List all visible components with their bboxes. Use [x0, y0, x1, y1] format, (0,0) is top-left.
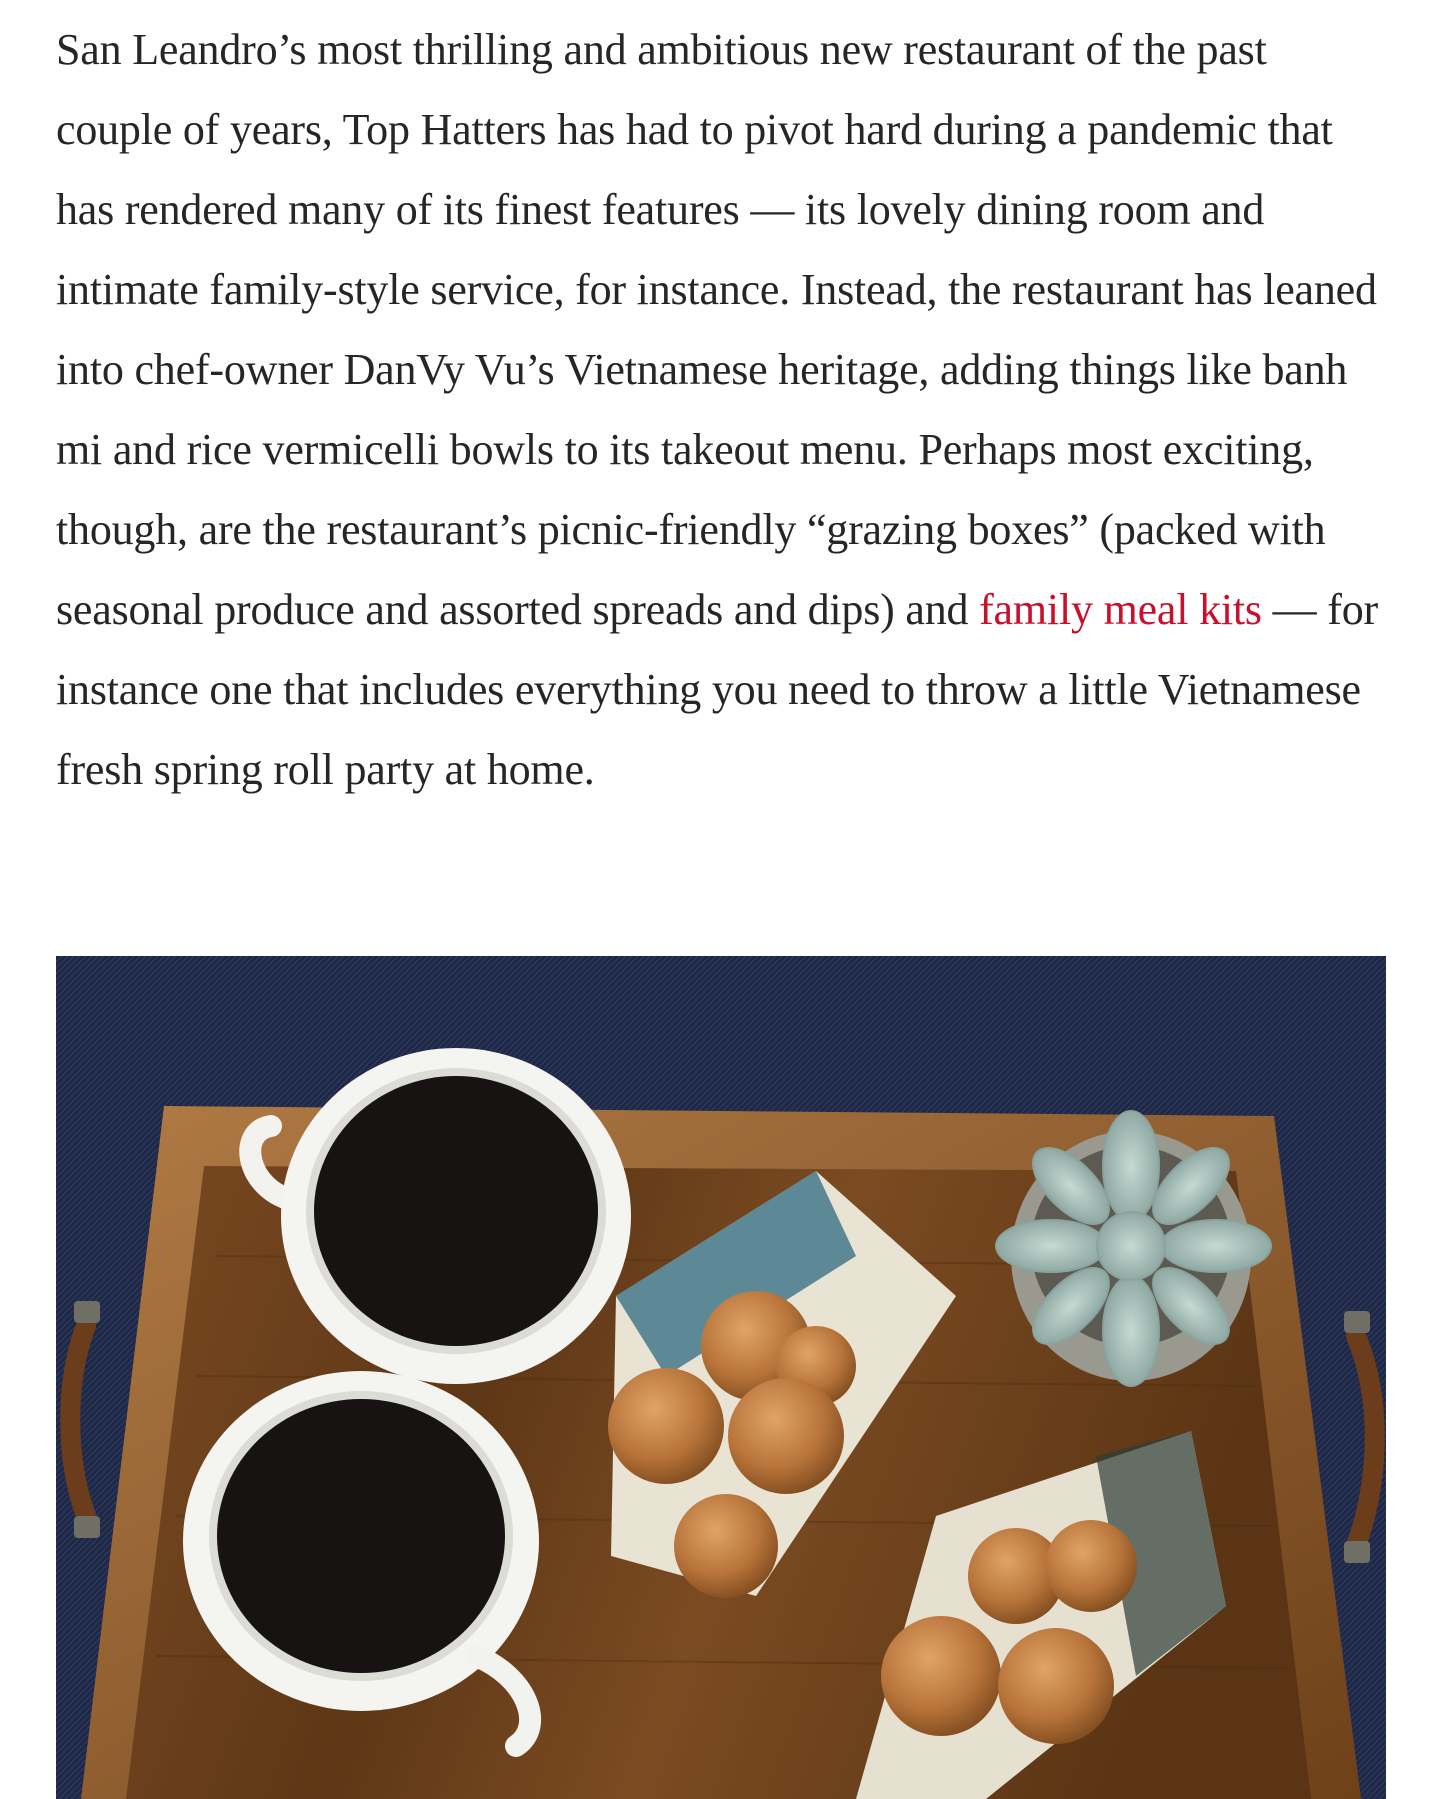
paragraph-text-before-link: San Leandro’s most thrilling and ambitious new restaurant of the past couple of years, Top Hatters has had to pivot hard during a pandemic that has rendered many of its finest features — its lovely dining room and intimate family-style service, for instance. Instead, the restaurant has leaned into chef-owner DanVy Vu’s Vietnamese heritage, adding things like banh mi and rice vermicelli bowls to its takeout menu. Perhaps most exciting, though, are the restaurant’s picnic-friendly “grazing boxes” (packed with seasonal produce and assorted spreads and dips) and [56, 25, 1377, 634]
coffee-and-fritters-tray-image [56, 956, 1386, 1799]
article-photo [56, 956, 1386, 1799]
paragraph-text-after-link: — for instance one that includes everything you need to throw a little Vietnamese fresh spring roll party at home. [56, 585, 1378, 794]
article-body [56, 0, 1386, 810]
family-meal-kits-link[interactable]: family meal kits [979, 585, 1262, 634]
article-paragraph [56, 10, 1386, 810]
